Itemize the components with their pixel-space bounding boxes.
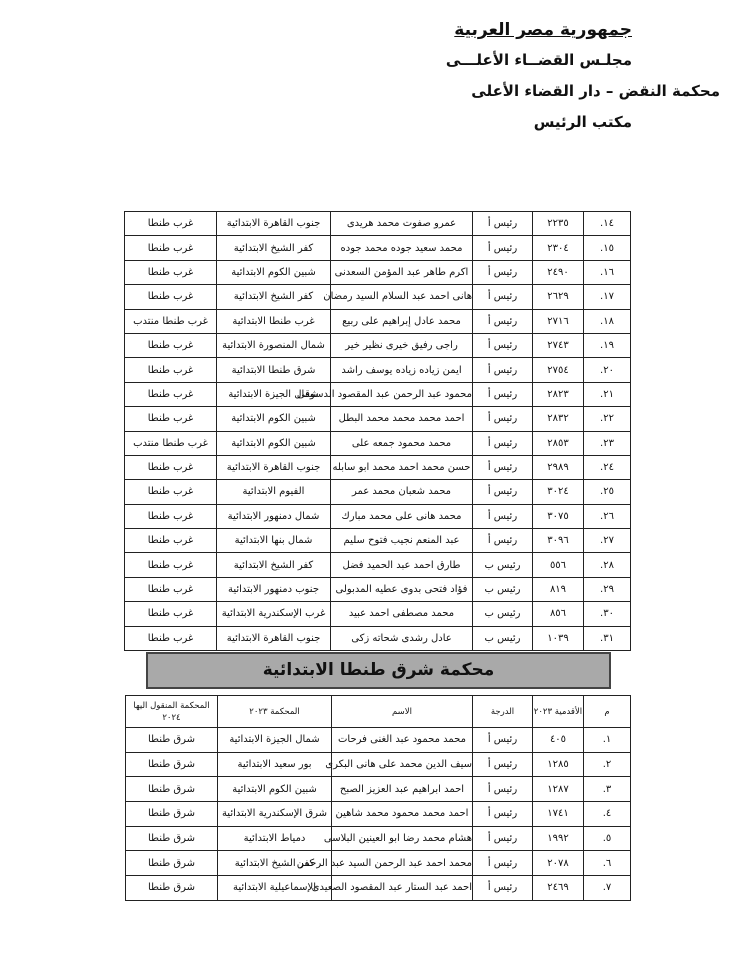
cell-rank: رئيس أ (473, 382, 533, 406)
cell-court-2023: شبين الكوم الابتدائية (217, 407, 331, 431)
cell-number: .٢٤ (584, 455, 631, 479)
cell-seniority: ١٢٨٧ (533, 777, 584, 802)
cell-name: فؤاد فتحى بدوى عطيه المدبولى (331, 577, 473, 601)
table-row (125, 285, 631, 309)
cell-number: .١٥ (584, 236, 631, 260)
cell-rank: رئيس أ (473, 455, 533, 479)
table-row (125, 382, 631, 406)
cell-number: .١ (584, 728, 631, 753)
header-name: الاسم (332, 696, 473, 728)
table-row (125, 358, 631, 382)
cell-number: .٢٢ (584, 407, 631, 431)
table-row (126, 777, 631, 802)
cell-name: محمد مصطفى احمد عبيد (331, 602, 473, 626)
header-assigned-2024: المحكمة المنقول اليها ٢٠٢٤ (126, 696, 218, 728)
cell-assigned-2024: غرب طنطا (125, 236, 217, 260)
cell-rank: رئيس أ (473, 504, 533, 528)
cell-seniority: ٢٣٠٤ (533, 236, 584, 260)
cell-assigned-2024: شرق طنطا (126, 752, 218, 777)
cell-rank: رئيس أ (473, 728, 533, 753)
cell-number: .٢٠ (584, 358, 631, 382)
cell-number: .٣ (584, 777, 631, 802)
cell-court-2023: شرق طنطا الابتدائية (217, 358, 331, 382)
table-row (125, 529, 631, 553)
cell-rank: رئيس أ (473, 358, 533, 382)
council-title: مجلـس القضــاء الأعلـــى (445, 51, 632, 69)
cell-rank: رئيس أ (473, 236, 533, 260)
cell-rank: رئيس أ (473, 407, 533, 431)
table-row (126, 728, 631, 753)
cell-seniority: ١٢٨٥ (533, 752, 584, 777)
cell-name: سيف الدين محمد على هانى البكرى (332, 752, 473, 777)
cell-name: حسن محمد احمد محمد ابو سابله (331, 455, 473, 479)
table-row (126, 851, 631, 876)
cell-court-2023: غرب الإسكندرية الابتدائية (217, 602, 331, 626)
table-row (125, 455, 631, 479)
cell-court-2023: شرق الإسكندرية الابتدائية (218, 802, 332, 827)
cell-rank: رئيس أ (473, 777, 533, 802)
cell-number: .١٩ (584, 333, 631, 357)
cell-assigned-2024: غرب طنطا (125, 285, 217, 309)
cell-rank: رئيس أ (473, 876, 533, 901)
cell-name: عبد المنعم نجيب فتوح سليم (331, 529, 473, 553)
cell-rank: رئيس أ (473, 826, 533, 851)
cell-court-2023: جنوب القاهرة الابتدائية (217, 212, 331, 236)
table-row (125, 236, 631, 260)
table-row (125, 212, 631, 236)
cell-rank: رئيس ب (473, 577, 533, 601)
table-row (125, 309, 631, 333)
table-row (125, 333, 631, 357)
transfer-table-west-tanta (124, 211, 631, 651)
cell-rank: رئيس أ (473, 851, 533, 876)
cell-number: .٢ (584, 752, 631, 777)
cell-seniority: ٣٠٧٥ (533, 504, 584, 528)
table-row (125, 577, 631, 601)
table-header-row (126, 696, 631, 728)
cell-rank: رئيس أ (473, 212, 533, 236)
cell-assigned-2024: شرق طنطا (126, 777, 218, 802)
cell-assigned-2024: شرق طنطا (126, 876, 218, 901)
cell-name: محمد احمد عبد الرحمن السيد عبد الرحمن (332, 851, 473, 876)
cell-assigned-2024: غرب طنطا (125, 333, 217, 357)
cell-name: هانى احمد عبد السلام السيد رمضان (331, 285, 473, 309)
cell-number: .١٦ (584, 260, 631, 284)
header-rank: الدرجة (473, 696, 533, 728)
cell-court-2023: كفر الشيخ الابتدائية (218, 851, 332, 876)
cell-number: .١٨ (584, 309, 631, 333)
table-row (125, 504, 631, 528)
cell-rank: رئيس أ (473, 752, 533, 777)
cell-assigned-2024: غرب طنطا (125, 602, 217, 626)
cell-rank: رئيس ب (473, 602, 533, 626)
cell-rank: رئيس أ (473, 529, 533, 553)
cell-name: احمد ابراهيم عبد العزيز الصبح (332, 777, 473, 802)
cell-seniority: ٢٧٤٣ (533, 333, 584, 357)
cell-assigned-2024: غرب طنطا (125, 358, 217, 382)
table-row (125, 602, 631, 626)
cell-court-2023: دمياط الابتدائية (218, 826, 332, 851)
cell-court-2023: جنوب القاهرة الابتدائية (217, 626, 331, 650)
cell-rank: رئيس أ (473, 309, 533, 333)
cell-assigned-2024: غرب طنطا منتدب (125, 309, 217, 333)
cell-number: .٥ (584, 826, 631, 851)
cell-name: هشام محمد رضا ابو العينين البلاسى (332, 826, 473, 851)
table-row (125, 553, 631, 577)
cell-court-2023: الفيوم الابتدائية (217, 480, 331, 504)
cell-name: طارق احمد عبد الحميد فضل (331, 553, 473, 577)
cell-number: .١٧ (584, 285, 631, 309)
cell-assigned-2024: غرب طنطا (125, 407, 217, 431)
cell-number: .٢٣ (584, 431, 631, 455)
cell-assigned-2024: غرب طنطا منتدب (125, 431, 217, 455)
cell-court-2023: شمال بنها الابتدائية (217, 529, 331, 553)
cell-seniority: ٢٦٢٩ (533, 285, 584, 309)
cell-number: .٧ (584, 876, 631, 901)
cell-court-2023: جنوب دمنهور الابتدائية (217, 577, 331, 601)
cell-assigned-2024: غرب طنطا (125, 504, 217, 528)
cell-name: ايمن زياده زياده يوسف راشد (331, 358, 473, 382)
table-row (125, 431, 631, 455)
cell-number: .٤ (584, 802, 631, 827)
cell-assigned-2024: غرب طنطا (125, 480, 217, 504)
cell-name: محمد هانى على محمد مبارك (331, 504, 473, 528)
cell-rank: رئيس ب (473, 553, 533, 577)
cell-assigned-2024: غرب طنطا (125, 577, 217, 601)
table-row (125, 407, 631, 431)
cell-court-2023: كفر الشيخ الابتدائية (217, 553, 331, 577)
table-row (126, 826, 631, 851)
cell-name: عمرو صفوت محمد هريدى (331, 212, 473, 236)
cell-rank: رئيس أ (473, 285, 533, 309)
cell-seniority: ٢٨٣٢ (533, 407, 584, 431)
cell-seniority: ٨١٩ (533, 577, 584, 601)
header-seniority: الأقدمية ٢٠٢٣ (533, 696, 584, 728)
cell-name: محمد محمود جمعه على (331, 431, 473, 455)
cell-assigned-2024: غرب طنطا (125, 212, 217, 236)
cell-name: محمد شعبان محمد عمر (331, 480, 473, 504)
cell-number: .٣٠ (584, 602, 631, 626)
cell-seniority: ٣٠٩٦ (533, 529, 584, 553)
cell-number: .٦ (584, 851, 631, 876)
cell-seniority: ٢٢٣٥ (533, 212, 584, 236)
cell-court-2023: كفر الشيخ الابتدائية (217, 285, 331, 309)
cell-court-2023: بور سعيد الابتدائية (218, 752, 332, 777)
cell-rank: رئيس أ (473, 802, 533, 827)
cell-number: .٢٦ (584, 504, 631, 528)
table-row (126, 876, 631, 901)
cell-rank: رئيس أ (473, 333, 533, 357)
table-row (126, 752, 631, 777)
section-title-east-tanta: محكمة شرق طنطا الابتدائية (146, 652, 611, 689)
cell-seniority: ٢٤٦٩ (533, 876, 584, 901)
cell-name: احمد عبد الستار عبد المقصود الصعيدى (332, 876, 473, 901)
cell-court-2023: شبين الكوم الابتدائية (217, 260, 331, 284)
table-row (125, 626, 631, 650)
cell-assigned-2024: شرق طنطا (126, 826, 218, 851)
cell-name: محمد محمود عبد الغنى فرحات (332, 728, 473, 753)
cell-court-2023: شمال دمنهور الابتدائية (217, 504, 331, 528)
cell-assigned-2024: غرب طنطا (125, 382, 217, 406)
country-title: جمهورية مصر العربية (454, 20, 632, 40)
cell-name: احمد محمد محمود محمد شاهين (332, 802, 473, 827)
cell-rank: رئيس أ (473, 480, 533, 504)
cell-court-2023: الإسماعيلية الابتدائية (218, 876, 332, 901)
cell-seniority: ٢٠٧٨ (533, 851, 584, 876)
cell-number: .٢٧ (584, 529, 631, 553)
cell-seniority: ٤٠٥ (533, 728, 584, 753)
cell-number: .٢٥ (584, 480, 631, 504)
cell-name: راجى رفيق خيرى نظير خير (331, 333, 473, 357)
cell-seniority: ١٠٣٩ (533, 626, 584, 650)
cell-assigned-2024: شرق طنطا (126, 802, 218, 827)
cell-assigned-2024: غرب طنطا (125, 455, 217, 479)
cell-seniority: ٢٤٩٠ (533, 260, 584, 284)
cell-assigned-2024: شرق طنطا (126, 851, 218, 876)
cell-seniority: ٣٠٢٤ (533, 480, 584, 504)
cell-court-2023: كفر الشيخ الابتدائية (217, 236, 331, 260)
cell-name: محمد سعيد جوده محمد جوده (331, 236, 473, 260)
cell-number: .١٤ (584, 212, 631, 236)
cell-seniority: ٢٩٨٩ (533, 455, 584, 479)
cell-name: محمد عادل إبراهيم على ربيع (331, 309, 473, 333)
cell-court-2023: شبين الكوم الابتدائية (217, 431, 331, 455)
cell-seniority: ٢٧٥٤ (533, 358, 584, 382)
cell-assigned-2024: غرب طنطا (125, 626, 217, 650)
cell-assigned-2024: غرب طنطا (125, 260, 217, 284)
cell-court-2023: شمال الجيزة الابتدائية (218, 728, 332, 753)
cell-court-2023: غرب طنطا الابتدائية (217, 309, 331, 333)
cell-number: .٢١ (584, 382, 631, 406)
cell-court-2023: شمال الجيزة الابتدائية (217, 382, 331, 406)
cell-seniority: ٢٧١٦ (533, 309, 584, 333)
header-no: م (584, 696, 631, 728)
cell-seniority: ١٧٤١ (533, 802, 584, 827)
cell-rank: رئيس ب (473, 626, 533, 650)
cell-rank: رئيس أ (473, 260, 533, 284)
cell-court-2023: شمال المنصورة الابتدائية (217, 333, 331, 357)
cell-court-2023: جنوب القاهرة الابتدائية (217, 455, 331, 479)
cell-name: احمد محمد محمد محمد البطل (331, 407, 473, 431)
table-row (125, 260, 631, 284)
cell-seniority: ٥٥٦ (533, 553, 584, 577)
cell-assigned-2024: غرب طنطا (125, 529, 217, 553)
cell-seniority: ١٩٩٢ (533, 826, 584, 851)
table-row (125, 480, 631, 504)
cell-name: عادل رشدى شحاته زكى (331, 626, 473, 650)
table-row (126, 802, 631, 827)
cell-number: .٢٨ (584, 553, 631, 577)
cell-number: .٣١ (584, 626, 631, 650)
office-title: مكتب الرئيس (533, 113, 632, 131)
transfer-table-east-tanta (125, 695, 631, 901)
cell-seniority: ٢٨٢٣ (533, 382, 584, 406)
cell-assigned-2024: شرق طنطا (126, 728, 218, 753)
cell-assigned-2024: غرب طنطا (125, 553, 217, 577)
cell-seniority: ٢٨٥٣ (533, 431, 584, 455)
cell-number: .٢٩ (584, 577, 631, 601)
header-court-2023: المحكمة ٢٠٢٣ (218, 696, 332, 728)
cell-rank: رئيس أ (473, 431, 533, 455)
cell-name: اكرم طاهر عبد المؤمن السعدنى (331, 260, 473, 284)
cell-court-2023: شبين الكوم الابتدائية (218, 777, 332, 802)
court-title: محكمة النقض – دار القضاء الأعلى (471, 82, 720, 100)
cell-name: محمود عبد الرحمن عبد المقصود الدسوقى (331, 382, 473, 406)
cell-seniority: ٨٥٦ (533, 602, 584, 626)
